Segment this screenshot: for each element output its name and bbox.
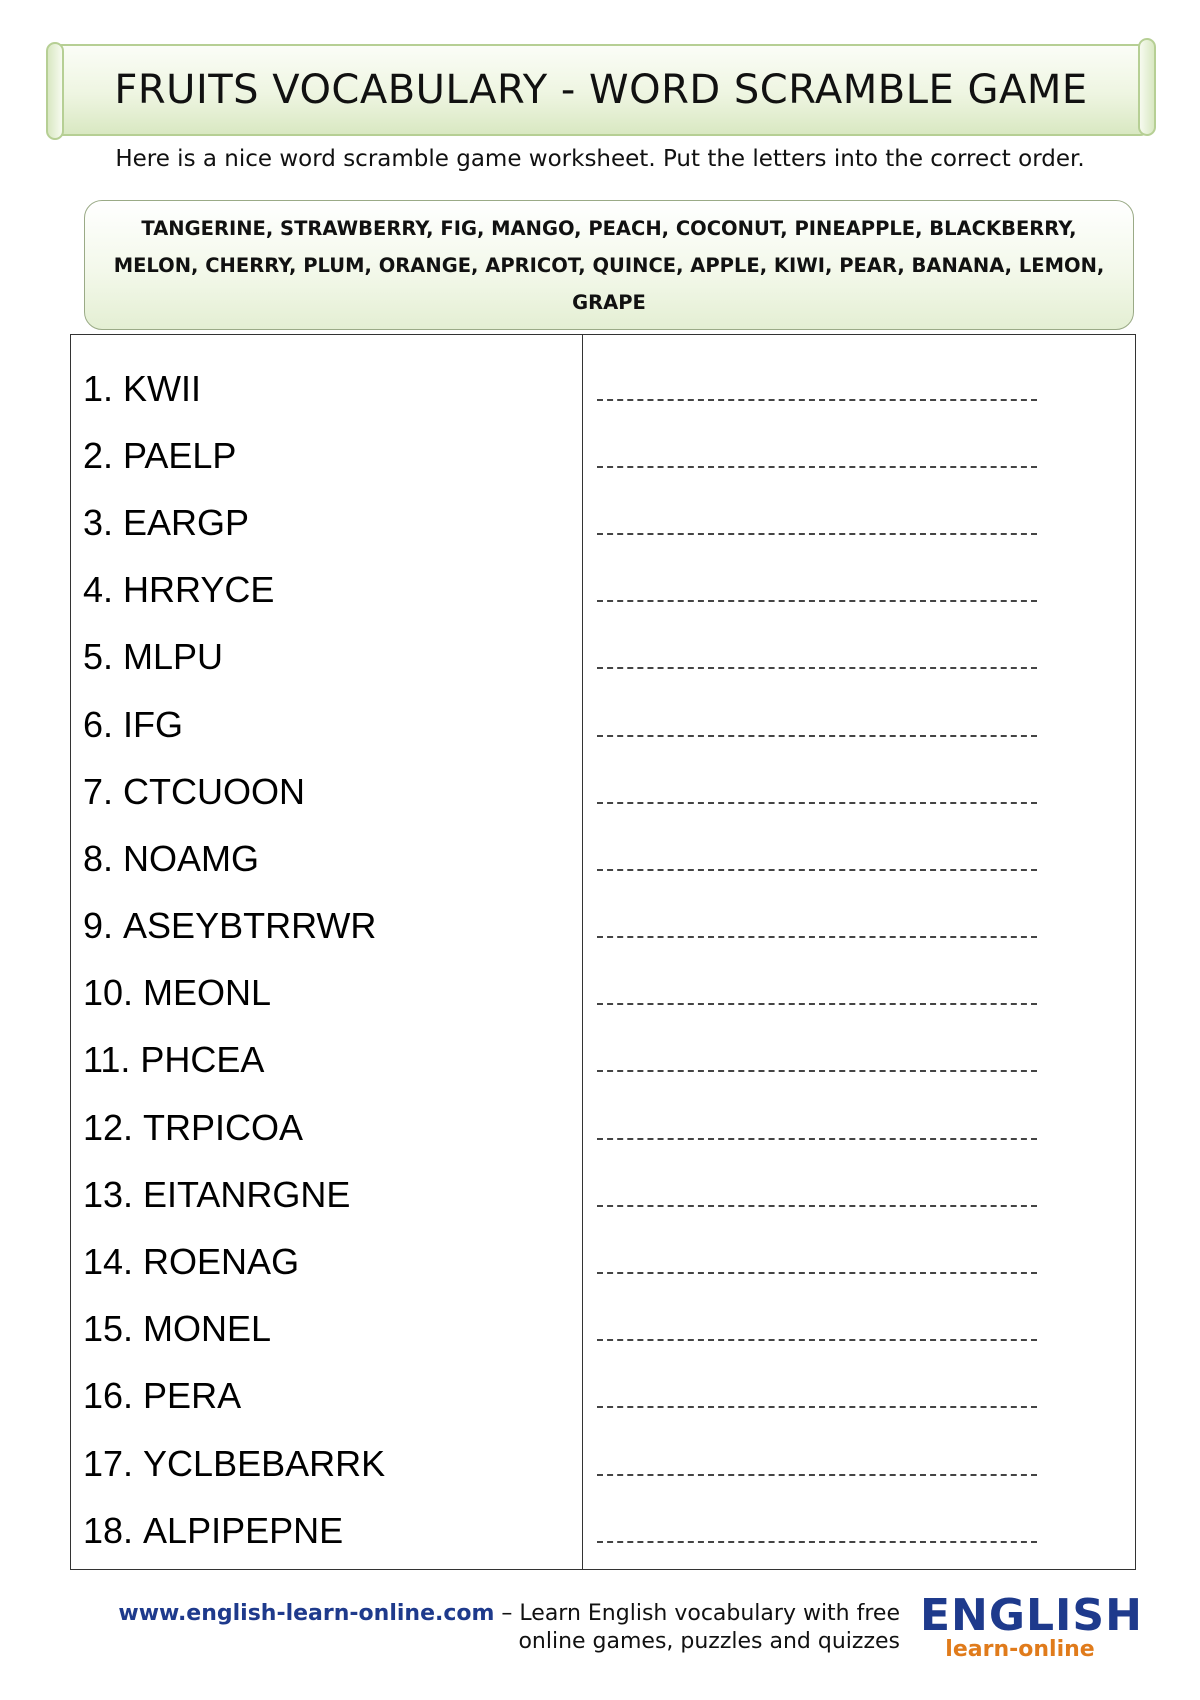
item-number: 10. [83,972,134,1014]
scrambled-word: NOAMG [123,837,260,879]
scramble-item [71,825,582,892]
item-number: 14. [83,1241,134,1283]
answer-row[interactable] [583,624,1135,691]
scrambled-word: EARGP [123,501,250,543]
word-bank-text: TANGERINE, STRAWBERRY, FIG, MANGO, PEACH, COCONUT, PINEAPPLE, BLACKBERRY, MELON, CHERRY, PLUM, ORANGE, APRICOT, QUINCE, APPLE, KIWI, PEAR, BANANA, LEMON, GRAPE [113,216,1105,314]
scrambled-word: KWII [123,367,202,409]
answer-line[interactable] [597,1272,1037,1274]
scrambled-word: CTCUOON [123,770,306,812]
footer [50,1600,900,1656]
scramble-item [71,758,582,825]
answer-line[interactable] [597,802,1037,804]
scrambled-word: PERA [143,1375,242,1417]
answer-line[interactable] [597,1474,1037,1476]
answer-line[interactable] [597,1339,1037,1341]
scramble-item [71,422,582,489]
answer-line[interactable] [597,667,1037,669]
scrambled-word: PHCEA [140,1039,265,1081]
scrambled-words-column [71,335,583,1569]
title-banner [52,44,1150,136]
answer-line[interactable] [597,1003,1037,1005]
answers-column [583,335,1135,1569]
item-number: 17. [83,1442,134,1484]
scrambled-word: PAELP [123,434,237,476]
scrambled-word: EITANRGNE [143,1173,351,1215]
logo-sub-text: learn-online [945,1637,1095,1662]
banner-curl-left [46,42,64,140]
item-number: 9. [83,905,114,947]
scrambled-word: ROENAG [143,1241,300,1283]
item-number: 13. [83,1173,134,1215]
item-number: 4. [83,569,114,611]
answer-row[interactable] [583,355,1135,422]
item-number: 12. [83,1106,134,1148]
answer-row[interactable] [583,1161,1135,1228]
scrambled-word: MONEL [143,1308,272,1350]
answer-row[interactable] [583,825,1135,892]
answer-line[interactable] [597,466,1037,468]
scramble-item [71,355,582,422]
scramble-item [71,1296,582,1363]
item-number: 15. [83,1308,134,1350]
scrambled-word: MEONL [143,972,272,1014]
answer-row[interactable] [583,1430,1135,1497]
answer-line[interactable] [597,600,1037,602]
answer-row[interactable] [583,960,1135,1027]
scrambled-word: TRPICOA [143,1106,304,1148]
item-number: 8. [83,837,114,879]
scramble-item [71,960,582,1027]
answer-line[interactable] [597,936,1037,938]
answer-row[interactable] [583,1027,1135,1094]
scrambled-word: IFG [123,703,184,745]
scramble-item [71,489,582,556]
scramble-item [71,691,582,758]
word-bank-box [84,200,1134,330]
banner-curl-right [1138,38,1156,136]
answer-line[interactable] [597,1138,1037,1140]
scrambled-word: HRRYCE [123,569,275,611]
logo-main-text: ENGLISH [920,1590,1143,1641]
scramble-item [71,1094,582,1161]
answer-line[interactable] [597,869,1037,871]
answer-row[interactable] [583,1296,1135,1363]
item-number: 11. [83,1039,131,1081]
scrambled-word: YCLBEBARRK [143,1442,386,1484]
answer-line[interactable] [597,533,1037,535]
scrambled-word: ALPIPEPNE [143,1509,344,1551]
scramble-item [71,557,582,624]
scramble-item [71,1228,582,1295]
item-number: 2. [83,434,114,476]
item-number: 3. [83,501,114,543]
answer-line[interactable] [597,1541,1037,1543]
answer-row[interactable] [583,1094,1135,1161]
scramble-grid [70,334,1136,1570]
site-logo [920,1590,1143,1662]
answer-row[interactable] [583,1228,1135,1295]
footer-text: – Learn English vocabulary with free online games, puzzles and quizzes [494,1601,900,1654]
answer-line[interactable] [597,735,1037,737]
answer-row[interactable] [583,893,1135,960]
answer-row[interactable] [583,758,1135,825]
item-number: 1. [83,367,114,409]
answer-row[interactable] [583,557,1135,624]
answer-row[interactable] [583,1363,1135,1430]
scramble-item [71,1497,582,1564]
item-number: 18. [83,1509,134,1551]
answer-row[interactable] [583,1497,1135,1564]
scramble-item [71,1161,582,1228]
scramble-item [71,1430,582,1497]
answer-line[interactable] [597,399,1037,401]
answer-row[interactable] [583,489,1135,556]
scramble-item [71,1363,582,1430]
answer-line[interactable] [597,1205,1037,1207]
scramble-item [71,893,582,960]
item-number: 7. [83,770,114,812]
item-number: 16. [83,1375,134,1417]
answer-line[interactable] [597,1406,1037,1408]
scramble-item [71,624,582,691]
answer-row[interactable] [583,422,1135,489]
item-number: 5. [83,636,114,678]
scramble-item [71,1027,582,1094]
scrambled-word: MLPU [123,636,224,678]
footer-link[interactable]: www.english-learn-online.com [118,1601,495,1626]
item-number: 6. [83,703,114,745]
answer-row[interactable] [583,691,1135,758]
answer-line[interactable] [597,1070,1037,1072]
instructions-text: Here is a nice word scramble game worksheet. Put the letters into the correct order. [115,146,1085,172]
page-title: FRUITS VOCABULARY - WORD SCRAMBLE GAME [114,67,1088,113]
scrambled-word: ASEYBTRRWR [123,905,377,947]
